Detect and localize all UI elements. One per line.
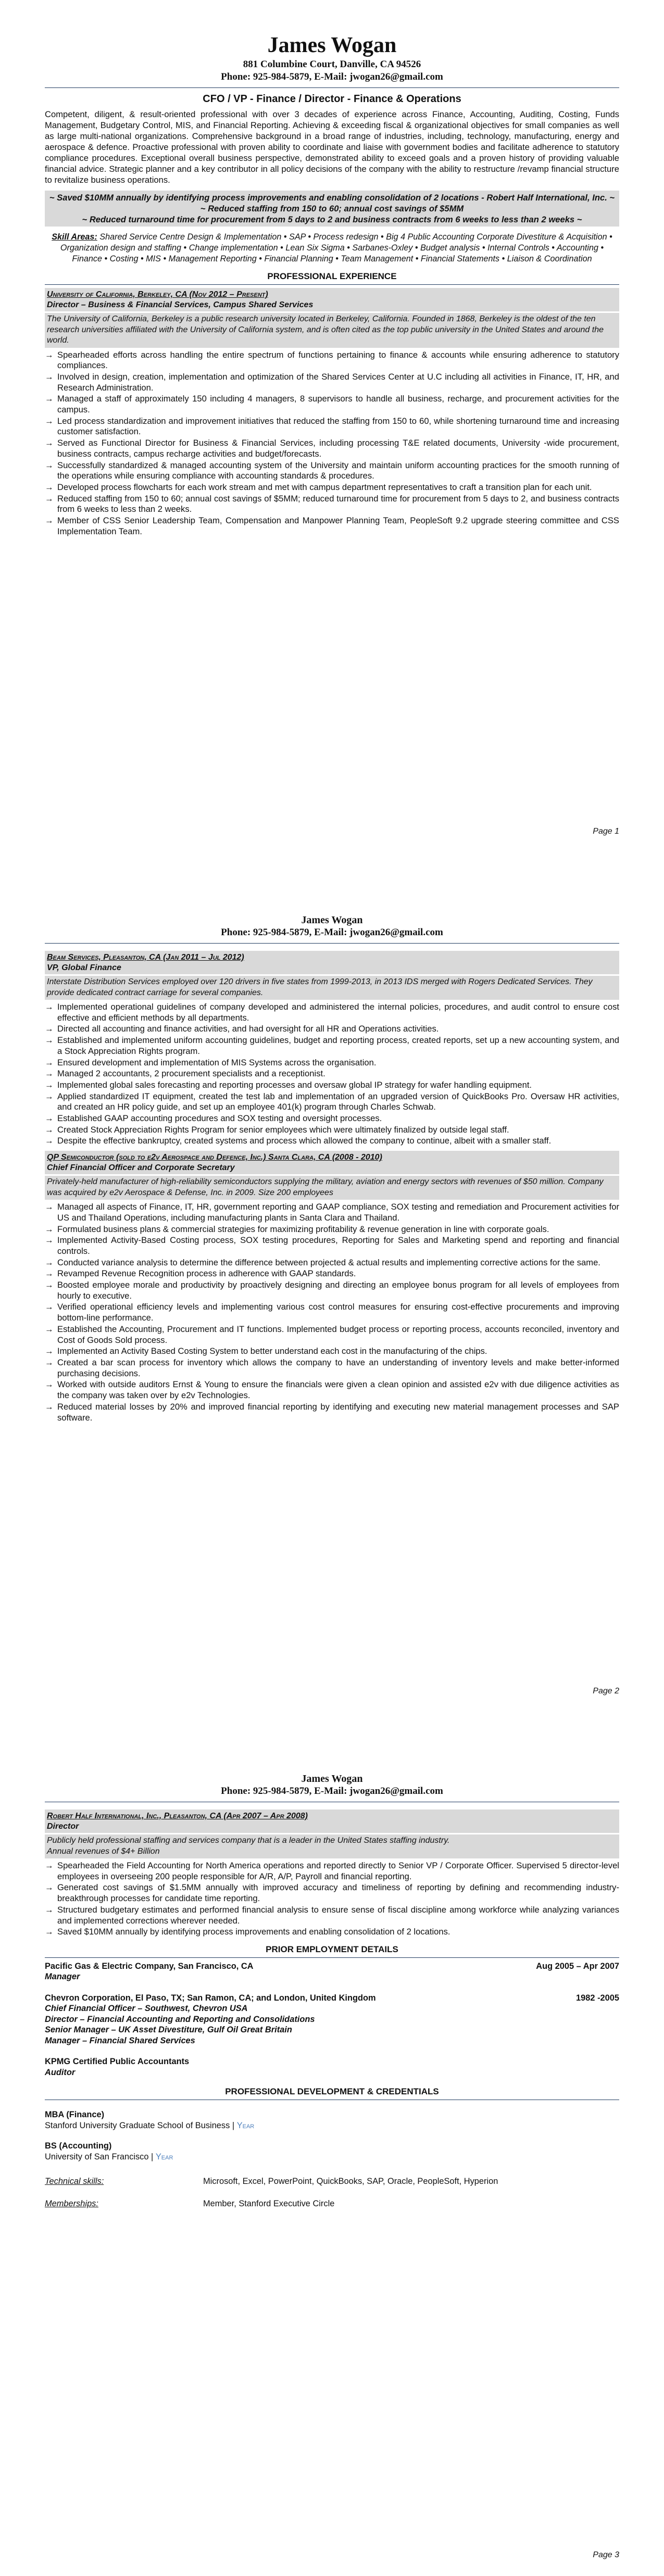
year-link[interactable]: Year <box>155 2152 173 2162</box>
bullet-text: Reduced material losses by 20% and improved financial reporting by identifying and executing new material management processes and SAP software. <box>57 1401 619 1423</box>
prior-job <box>45 2056 619 2078</box>
bullet-text: Applied standardized IT equipment, created the test lab and implementation of an upgraded version of QuickBooks Pro. Oversaw HR activities, and created an HR policy guide, and set up an employee 401(k) program through Charles Schwab. <box>57 1091 619 1112</box>
header-divider <box>45 943 619 944</box>
bullet-text: Managed a staff of approximately 150 including 4 managers, 8 supervisors to handle all business, recharge, and procurement activities for the campus. <box>57 394 619 415</box>
prior-role: Chief Financial Officer – Southwest, Chevron USA <box>45 2004 248 2014</box>
bullet-text: Conducted variance analysis to determine the difference between projected & actual results and implementing corrective actions for the same. <box>57 1257 600 1267</box>
arrow-icon: → <box>45 1202 54 1212</box>
prior-job <box>45 1961 619 1982</box>
job-entry <box>45 1810 619 1938</box>
technical-skills-label: Technical skills: <box>45 2177 104 2187</box>
school-line <box>45 2152 619 2163</box>
prior-job-header <box>45 2056 619 2067</box>
bullet-text: Formulated business plans & commercial strategies for maximizing profitability & revenue generation in line with corporate goals. <box>57 1224 549 1234</box>
bullet-text: Spearheaded the Field Accounting for North America operations and reported directly to Senior VP / Corporate Officer. Supervised 5 director-level employees in overseeing 200 people responsible for A/R, A/P, Payroll and financial reporting. <box>57 1861 619 1881</box>
arrow-icon: → <box>45 1379 54 1390</box>
bullet-item <box>45 1235 619 1256</box>
bullet-item <box>45 1379 619 1401</box>
prior-role: Senior Manager – UK Asset Divestiture, Gulf Oil Great Britain <box>45 2025 292 2035</box>
job-title: Director <box>47 1822 79 1831</box>
bullet-item <box>45 438 619 459</box>
arrow-icon: → <box>45 1035 54 1046</box>
bullet-item <box>45 1113 619 1124</box>
candidate-contact: Phone: 925-984-5879, E-Mail: jwogan26@gmail.com <box>221 927 443 938</box>
bullet-item <box>45 1882 619 1904</box>
job-company: Robert Half International, Inc., Pleasanton, CA (Apr 2007 – Apr 2008) <box>47 1812 308 1820</box>
memberships-label: Memberships: <box>45 2199 98 2209</box>
arrow-icon: → <box>45 1324 54 1334</box>
job-description <box>45 1834 619 1858</box>
summary-paragraph: Competent, diligent, & result-oriented professional with over 3 decades of experience across Finance, Accounting, Auditing, Costing, Funds Management, Budgetary Control, MIS, and Financial Reporting. Achieving & exceeding fiscal & organizational objectives for small companies as well as large multi-national organizations. Comprehensive background in a broad range of industries, including, technology, manufacturing, energy and aerospace & defence. Proactive professional with proven ability to coordinate and liaise with government bodies and facilitate adherence to statutory compliance procedures. Exceptional overall business perspective, demonstrated ability to exceed goals and a proven history of providing valuable financial advice. Strategic planner and a key contributor in all policy decisions of the company with the ability to restructure /revamp financial structure to revitalize business operations. <box>45 109 619 185</box>
skill-areas <box>45 232 619 265</box>
bullet-text: Led process standardization and improvement initiatives that reduced the staffing from 150 to 60, while shortening turnaround time and increasing customer satisfaction. <box>57 416 619 437</box>
bullet-item <box>45 1258 619 1268</box>
arrow-icon: → <box>45 493 54 504</box>
bullet-text: Managed 2 accountants, 2 procurement specialists and a receptionist. <box>57 1069 325 1079</box>
bullet-item <box>45 350 619 371</box>
arrow-icon: → <box>45 1861 54 1870</box>
arrow-icon: → <box>45 1268 54 1279</box>
arrow-icon: → <box>45 1257 54 1267</box>
job-header <box>45 1151 619 1174</box>
arrow-icon: → <box>45 1113 54 1124</box>
job-title: VP, Global Finance <box>47 963 121 972</box>
bullet-item <box>45 1024 619 1035</box>
job-title: Chief Financial Officer and Corporate Secretary <box>47 1163 235 1173</box>
year-link[interactable]: Year <box>236 2121 255 2131</box>
job-description: The University of California, Berkeley is a public research university located in Berkeley, California. Founded in 1868, Berkeley is the oldest of the ten research universities affiliated with the University of California system, and is often cited as the top public university in the United States and around the world. <box>45 313 619 348</box>
prior-role: Auditor <box>45 2067 76 2077</box>
arrow-icon: → <box>45 460 54 470</box>
skill-areas-label: Skill Areas: <box>52 232 97 242</box>
bullet-text: Implemented Activity-Based Costing process, SOX testing procedures, Reporting for Sales and Marketing spend and reporting and financial controls. <box>57 1235 619 1256</box>
bullet-text: Worked with outside auditors Ernst & Young to ensure the financials were given a clean opinion and assisted e2v with due diligence activities as the company was taken over by e2v Technologies. <box>57 1379 619 1401</box>
job-entry <box>45 288 619 537</box>
resume-page-2 <box>0 859 664 1717</box>
headline: CFO / VP - Finance / Director - Finance & Operations <box>203 93 461 105</box>
bullet-text: Revamped Revenue Recognition process in adherence with GAAP standards. <box>57 1268 356 1279</box>
bullet-item <box>45 1035 619 1057</box>
bullet-item <box>45 1058 619 1069</box>
job-description: Interstate Distribution Services employed over 120 drivers in five states from 1999-2013, in 2013 IDS merged with Rogers Dedicated Services. They provide dedicated contract carriage for several companies. <box>45 976 619 1000</box>
degree-name: MBA (Finance) <box>45 2110 105 2120</box>
bullet-item <box>45 1069 619 1079</box>
bullet-item <box>45 1302 619 1323</box>
arrow-icon: → <box>45 438 54 448</box>
job-header <box>45 951 619 974</box>
job-description-line: Annual revenues of $4+ Billion <box>47 1846 160 1856</box>
school-name: University of San Francisco | <box>45 2152 156 2162</box>
education-entry <box>45 2141 619 2163</box>
prior-company: KPMG Certified Public Accountants <box>45 2057 190 2067</box>
degree-name: BS (Accounting) <box>45 2141 112 2151</box>
page-number: Page 3 <box>593 2550 619 2559</box>
bullet-item <box>45 1125 619 1136</box>
candidate-contact: Phone: 925-984-5879, E-Mail: jwogan26@gmail.com <box>221 71 443 82</box>
bullet-text: Ensured development and implementation of MIS Systems across the organisation. <box>57 1057 377 1067</box>
job-company: Beam Services, Pleasanton, CA (Jan 2011 – Jul 2012) <box>47 953 244 962</box>
technical-skills-value: Microsoft, Excel, PowerPoint, QuickBooks, SAP, Oracle, PeopleSoft, Hyperion <box>203 2177 498 2187</box>
job-bullets <box>45 1202 619 1423</box>
bullet-text: Spearheaded efforts across handling the entire spectrum of functions pertaining to finance & accounts while ensuring adherence to statutory compliances. <box>57 349 619 371</box>
resume-page-3 <box>0 1717 664 2576</box>
bullet-item <box>45 1280 619 1301</box>
bullet-text: Generated cost savings of $1.5MM annually with improved accuracy and timeliness of reporting by defining and recommending industry-breakthrough processes for candidate time reporting. <box>57 1882 619 1904</box>
bullet-text: Despite the effective bankruptcy, created systems and process which allowed the company to continue, albeit with a smaller staff. <box>57 1136 552 1146</box>
candidate-name-small: James Wogan <box>301 914 363 926</box>
bullet-item <box>45 1346 619 1357</box>
bullet-item <box>45 1358 619 1379</box>
job-bullets <box>45 1861 619 1938</box>
arrow-icon: → <box>45 1904 54 1915</box>
school-name: Stanford University Graduate School of Business | <box>45 2121 237 2131</box>
job-description: Privately-held manufacturer of high-reliability semiconductors supplying the military, aviation and energy sectors with revenues of $50 million. Company was acquired by e2v Aerospace & Defense, Inc. in 2009. Size 200 employees <box>45 1176 619 1200</box>
bullet-item <box>45 1324 619 1346</box>
bullet-item <box>45 482 619 493</box>
candidate-name: James Wogan <box>267 33 397 57</box>
bullet-text: Created Stock Appreciation Rights Program for senior employees which were ultimately finalized by outside legal staff. <box>57 1124 509 1135</box>
bullet-text: Member of CSS Senior Leadership Team, Compensation and Manpower Planning Team, PeopleSoft 9.2 upgrade steering committee and CSS Implementation Team. <box>57 516 619 536</box>
arrow-icon: → <box>45 349 54 360</box>
bullet-item <box>45 1091 619 1113</box>
job-company: QP Semiconductor (sold to e2v Aerospace and Defence, Inc.) Santa Clara, CA (2008 - 2010) <box>47 1153 382 1162</box>
prior-job-header <box>45 1961 619 1972</box>
arrow-icon: → <box>45 1057 54 1067</box>
school-line <box>45 2120 619 2131</box>
bullet-text: Established GAAP accounting procedures and SOX testing and oversight processes. <box>57 1113 382 1124</box>
bullet-item <box>45 1905 619 1926</box>
bullet-text: Implemented an Activity Based Costing System to better understand each cost in the manufacturing of the chips. <box>57 1346 487 1356</box>
job-bullets <box>45 350 619 537</box>
job-entry <box>45 1151 619 1423</box>
arrow-icon: → <box>45 1091 54 1101</box>
bullet-text: Successfully standardized & managed accounting system of the University and maintain uniform accounting practices for the smooth running of the operations while ensuring compliance with accounting standards & procedures. <box>57 460 619 481</box>
job-title: Director – Business & Financial Services, Campus Shared Services <box>47 300 314 309</box>
bullet-item <box>45 1402 619 1423</box>
page-number: Page 1 <box>593 827 619 836</box>
bullet-text: Involved in design, creation, implementation and optimization of the Shared Services Center at U.C including all activities in Finance, IT, HR, and Research Administration. <box>57 371 619 393</box>
arrow-icon: → <box>45 1302 54 1312</box>
bullet-item <box>45 460 619 482</box>
job-company: University of California, Berkeley, CA (Nov 2012 – Present) <box>47 290 268 299</box>
bullet-text: Managed all aspects of Finance, IT, HR, government reporting and GAAP compliance, SOX testing and remediation and Procurement activities for US and Thailand Operations, including manufacturing plants in Santa Clara and Thailand. <box>57 1202 619 1223</box>
bullet-text: Created a bar scan process for inventory which allows the company to have an understanding of inventory levels and make better-informed purchasing decisions. <box>57 1357 619 1378</box>
bullet-text: Implemented global sales forecasting and reporting processes and oversaw global IP strategy for wafer handling equipment. <box>57 1079 532 1090</box>
prior-role: Manager – Financial Shared Services <box>45 2035 195 2045</box>
bullet-item <box>45 1202 619 1223</box>
bullet-text: Established the Accounting, Procurement and IT functions. Implemented budget process or reporting process, accounts reconciled, inventory and Cost of Goods Sold process. <box>57 1324 619 1345</box>
achievement-line: ~ Saved $10MM annually by identifying process improvements and enabling consolidation of 2 locations - Robert Half International, Inc. ~ <box>49 193 615 203</box>
prior-dates: 1982 -2005 <box>576 1993 619 2003</box>
arrow-icon: → <box>45 1079 54 1090</box>
job-entry <box>45 951 619 1147</box>
key-achievements <box>45 191 619 227</box>
arrow-icon: → <box>45 371 54 382</box>
bullet-text: Developed process flowcharts for each work stream and met with campus department representatives to craft a transition plan for each unit. <box>57 482 592 492</box>
bullet-item <box>45 1861 619 1882</box>
prior-dates: Aug 2005 – Apr 2007 <box>536 1961 619 1971</box>
arrow-icon: → <box>45 1346 54 1356</box>
arrow-icon: → <box>45 482 54 492</box>
arrow-icon: → <box>45 394 54 404</box>
bullet-item <box>45 1268 619 1279</box>
skill-areas-list: Shared Service Centre Design & Implementation • SAP • Process redesign • Big 4 Public Accounting Corporate Divestiture & Acquisition • Organization design and staffing • Change implementation • Lean Six Sigma • Sarbanes-Oxley • Budget analysis • Internal Controls • Accounting • Finance • Costing • MIS • Management Reporting • Financial Planning • Team Management • Financial Statements • Liaison & Coordination <box>60 232 612 263</box>
achievement-line: ~ Reduced staffing from 150 to 60; annual cost savings of $5MM <box>200 204 464 213</box>
job-description-line: Publicly held professional staffing and services company that is a leader in the United States staffing industry. <box>47 1836 450 1845</box>
section-divider <box>45 284 619 285</box>
bullet-text: Implemented operational guidelines of company developed and administered the internal policies, procedures, and audit control to ensure cost effective and efficient methods by all departments. <box>57 1002 619 1023</box>
prior-job <box>45 1993 619 2046</box>
arrow-icon: → <box>45 1401 54 1412</box>
bullet-item <box>45 494 619 515</box>
bullet-text: Directed all accounting and finance activities, and had oversight for all HR and Operations activities. <box>57 1024 439 1034</box>
job-header <box>45 288 619 311</box>
achievement-line: ~ Reduced turnaround time for procurement from 5 days to 2 and business contracts from 6 weeks to less than 2 weeks ~ <box>82 215 582 224</box>
bullet-item <box>45 1136 619 1147</box>
prior-company: Chevron Corporation, El Paso, TX; San Ramon, CA; and London, United Kingdom <box>45 1993 376 2003</box>
section-title-experience: PROFESSIONAL EXPERIENCE <box>267 271 397 281</box>
bullet-text: Boosted employee morale and productivity by proactively designing and directing an employee bonus program for all levels of employees from hourly to executive. <box>57 1280 619 1301</box>
memberships-value: Member, Stanford Executive Circle <box>203 2199 335 2209</box>
arrow-icon: → <box>45 1024 54 1034</box>
arrow-icon: → <box>45 1224 54 1234</box>
header-divider <box>45 87 619 88</box>
bullet-text: Saved $10MM annually by identifying process improvements and enabling consolidation of 2 locations. <box>57 1927 450 1937</box>
arrow-icon: → <box>45 1136 54 1146</box>
bullet-item <box>45 516 619 537</box>
technical-skills-row <box>45 2176 619 2187</box>
section-title-development: PROFESSIONAL DEVELOPMENT & CREDENTIALS <box>225 2087 439 2097</box>
bullet-text: Verified operational efficiency levels and implementing various cost control measures for ensuring cost-effective procurements and improving bottom-line performance. <box>57 1302 619 1323</box>
bullet-item <box>45 1080 619 1091</box>
arrow-icon: → <box>45 1357 54 1367</box>
bullet-text: Established and implemented uniform accounting guidelines, budget and reporting process, created reports, set up a new accounting system, and a Stock Appreciation Rights program. <box>57 1035 619 1056</box>
prior-company: Pacific Gas & Electric Company, San Francisco, CA <box>45 1961 254 1971</box>
arrow-icon: → <box>45 1002 54 1012</box>
arrow-icon: → <box>45 1927 54 1937</box>
bullet-item <box>45 372 619 393</box>
candidate-address: 881 Columbine Court, Danville, CA 94526 <box>243 59 421 70</box>
section-title-prior: PRIOR EMPLOYMENT DETAILS <box>266 1944 398 1954</box>
job-bullets <box>45 1002 619 1147</box>
section-divider <box>45 1957 619 1958</box>
bullet-item <box>45 394 619 415</box>
bullet-text: Structured budgetary estimates and performed financial analysis to ensure sense of fiscal discipline among workforce while analyzing variances and implemented corrections wherever needed. <box>57 1904 619 1926</box>
page-number: Page 2 <box>593 1687 619 1695</box>
candidate-name-small: James Wogan <box>301 1773 363 1785</box>
resume-page-1 <box>0 0 664 859</box>
job-header <box>45 1810 619 1833</box>
prior-role: Manager <box>45 1972 80 1982</box>
arrow-icon: → <box>45 516 54 526</box>
memberships-row <box>45 2198 619 2209</box>
prior-job-header <box>45 1993 619 2004</box>
arrow-icon: → <box>45 1069 54 1079</box>
bullet-item <box>45 1002 619 1023</box>
education-entry <box>45 2109 619 2131</box>
candidate-contact: Phone: 925-984-5879, E-Mail: jwogan26@gmail.com <box>221 1786 443 1796</box>
arrow-icon: → <box>45 1882 54 1893</box>
arrow-icon: → <box>45 1280 54 1290</box>
arrow-icon: → <box>45 1235 54 1246</box>
bullet-item <box>45 1224 619 1235</box>
arrow-icon: → <box>45 1124 54 1135</box>
arrow-icon: → <box>45 416 54 426</box>
bullet-text: Reduced staffing from 150 to 60; annual cost savings of $5MM; reduced turnaround time for procurement from 5 days to 2, and business contracts from 6 weeks to less than 2 weeks. <box>57 493 619 514</box>
prior-role: Director – Financial Accounting and Reporting and Consolidations <box>45 2014 315 2024</box>
bullet-item <box>45 1927 619 1938</box>
bullet-item <box>45 416 619 437</box>
bullet-text: Served as Functional Director for Business & Financial Services, including processing T&E related documents, University -wide procurement, business contracts, campus recharge activities and budget/forecasts. <box>57 438 619 459</box>
